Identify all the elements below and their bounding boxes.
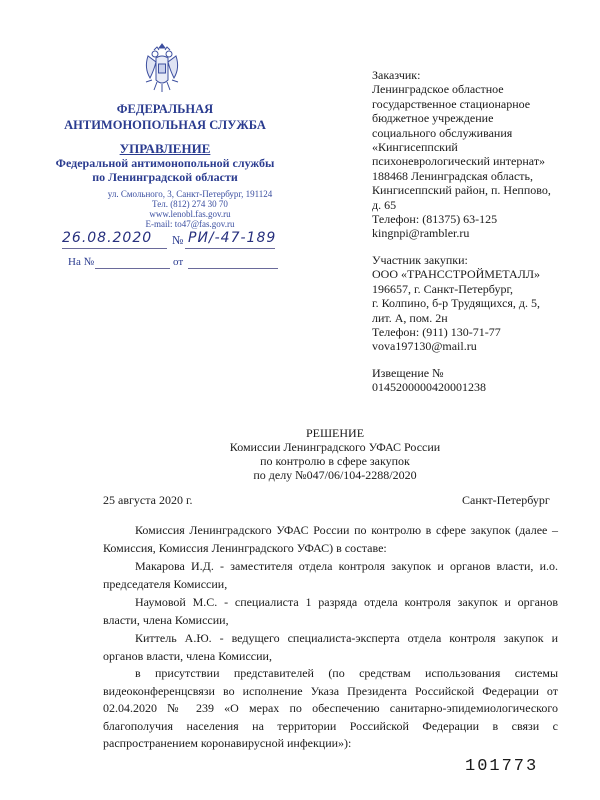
participant-line: 196657, г. Санкт-Петербург, — [372, 281, 514, 296]
letterhead-web: www.lenobl.fas.gov.ru — [149, 209, 231, 219]
customer-line: kingnpi@rambler.ru — [372, 226, 470, 241]
participant-line: ООО «ТРАНССТРОЙМЕТАЛЛ» — [372, 267, 540, 282]
dept-name-line2: Федеральной антимонопольной службы — [55, 156, 275, 170]
reply-to-number-label: На № — [68, 256, 95, 268]
org-name-line1: ФЕДЕРАЛЬНАЯ — [116, 102, 214, 116]
case-number: по делу №047/06/104-2288/2020 — [253, 468, 417, 482]
notice-label: Извещение № — [372, 366, 444, 380]
letterhead-email: E-mail: to47@fas.gov.ru — [145, 219, 235, 229]
letterhead-phone: Тел. (812) 274 30 70 — [152, 199, 228, 209]
letterhead-address: ул. Смольного, 3, Санкт-Петербург, 191124 — [107, 189, 273, 199]
participant-line: vova197130@mail.ru — [372, 339, 477, 354]
participant-line: лит. А, пом. 2н — [372, 310, 448, 325]
document-stamp-number: 101773 — [465, 757, 539, 776]
customer-line: Телефон: (81375) 63-125 — [372, 212, 498, 227]
customer-block — [372, 68, 551, 241]
eagle-emblem-icon — [140, 40, 184, 96]
reg-number-underline — [185, 248, 275, 249]
participant-block — [372, 253, 540, 354]
customer-line: бюджетное учреждение — [372, 111, 494, 126]
dept-heading: УПРАВЛЕНИЕ — [119, 141, 211, 156]
decision-title: РЕШЕНИЕ — [305, 426, 365, 440]
decision-subtitle-line1: Комиссии Ленинградского УФАС России — [229, 440, 441, 454]
body-paragraph: в присутствии представителей (по средствам использования системы видеоконференцсвязи во исполнение Указа Президента Российской Федерации от 02.04.2020 № 239 «О мерах по обеспечению санитарно-эпидемиологического благополучия населения на территории Российской Федерации в связи с распространением коронавирусной инфекции»): — [103, 666, 558, 750]
body-paragraph: Комиссия Ленинградского УФАС России по контролю в сфере закупок (далее – Комиссия, Комиссия Ленинградского УФАС) в составе: — [103, 523, 558, 555]
body-paragraph: Наумовой М.С. - специалиста 1 разряда отдела контроля закупок и органов власти, члена Комиссии, — [103, 595, 558, 627]
customer-line: социального обслуживания — [372, 125, 513, 140]
customer-line: д. 65 — [372, 197, 397, 212]
participant-line: Участник закупки: — [372, 253, 468, 267]
participant-line: г. Колпино, б-р Трудящихся, д. 5, — [372, 296, 541, 311]
body-paragraph: Макарова И.Д. - заместителя отдела контроля закупок и органов власти, и.о. председателя Комиссии, — [103, 559, 558, 591]
reply-to-number-line — [95, 268, 170, 269]
decision-city: Санкт-Петербург — [462, 493, 550, 507]
customer-line: «Кингисеппский — [372, 140, 458, 155]
registration-number-mark: № — [172, 233, 184, 247]
registration-date: 26.08.2020 — [62, 230, 153, 246]
customer-line: 188468 Ленинградская область, — [372, 168, 533, 183]
notice-block — [372, 366, 486, 395]
decision-subtitle-line2: по контролю в сфере закупок — [260, 454, 410, 468]
customer-line: государственное стационарное — [372, 96, 531, 111]
customer-line: Кингисеппский район, п. Неппово, — [372, 183, 551, 198]
registration-number: РИ/-47-189 — [188, 230, 277, 246]
decision-date: 25 августа 2020 г. — [103, 493, 193, 507]
reply-to-date-line — [188, 268, 278, 269]
reg-date-underline — [62, 248, 167, 249]
customer-line: Заказчик: — [372, 68, 421, 82]
participant-line: Телефон: (911) 130-71-77 — [372, 325, 501, 340]
customer-line: Ленинградское областное — [372, 82, 504, 97]
customer-line: психоневрологический интернат» — [372, 154, 546, 169]
body-paragraph: Киттель А.Ю. - ведущего специалиста-эксперта отдела контроля закупок и органов власти, члена Комиссии, — [103, 631, 558, 663]
dept-name-line3: по Ленинградской области — [92, 170, 238, 184]
reply-to-date-label: от — [173, 256, 184, 268]
notice-number: 0145200000420001238 — [372, 380, 486, 395]
org-name-line2: АНТИМОНОПОЛЬНАЯ СЛУЖБА — [64, 118, 266, 132]
